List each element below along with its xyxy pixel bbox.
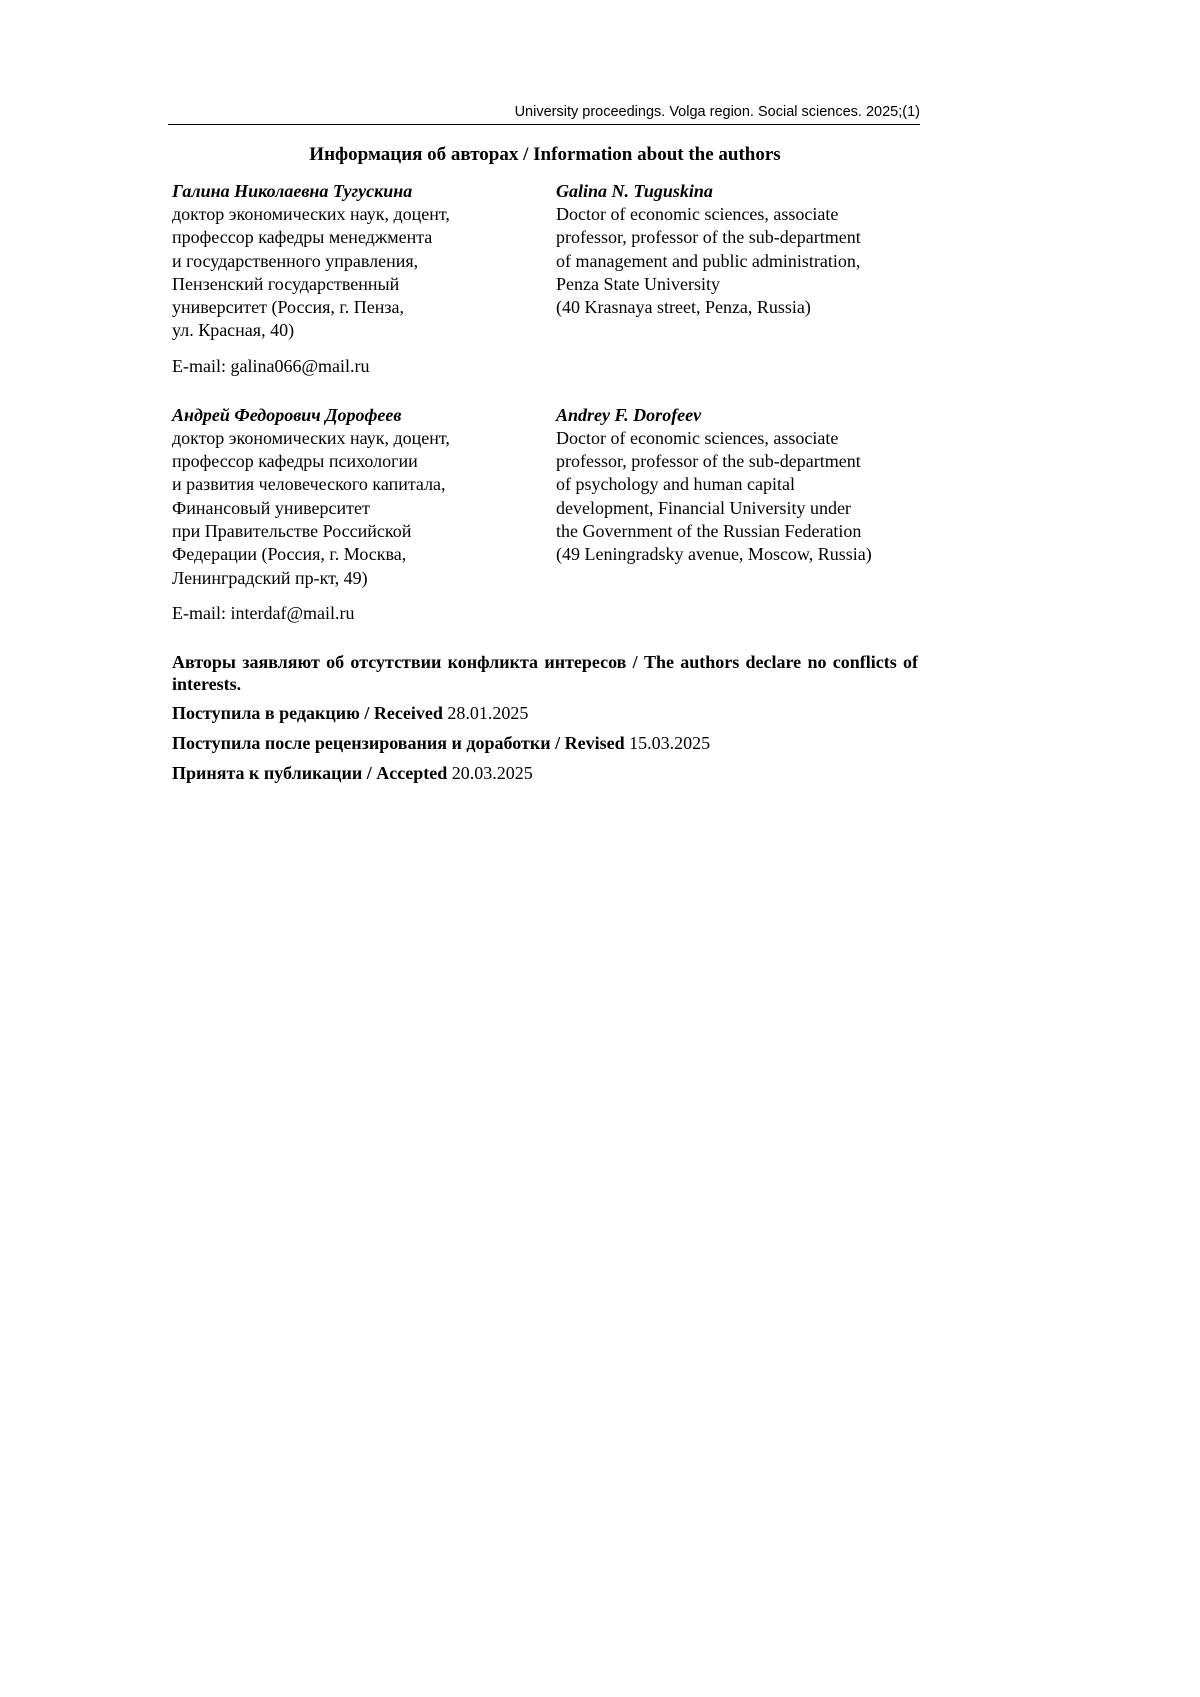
received-date: 28.01.2025 — [447, 702, 529, 723]
author-name-ru: Галина Николаевна Тугускина — [172, 181, 413, 201]
received-date-line — [172, 702, 918, 725]
author-name-en: Andrey F. Dorofeev — [556, 404, 702, 425]
page-content — [172, 144, 918, 785]
revised-date: 15.03.2025 — [629, 732, 711, 753]
author-email: E-mail: interdaf@mail.ru — [172, 602, 355, 623]
author-name-ru: Андрей Федорович Дорофеев — [172, 404, 402, 425]
author-column-english — [556, 404, 918, 625]
accepted-date: 20.03.2025 — [451, 762, 533, 783]
running-head: University proceedings. Volga region. Social sciences. 2025;(1) — [168, 104, 920, 125]
author-description-en: Doctor of economic sciences, associate professor, professor of the sub-department of psychology and human capital development, Financial University under the Government of the Russian Federation (49 Leningradsky avenue, Moscow, Russia) — [556, 427, 872, 565]
author-description-en: Doctor of economic sciences, associate professor, professor of the sub-department of management and public administration, Penza State University (40 Krasnaya street, Penza, Russia) — [556, 204, 861, 318]
section-title: Информация об авторах / Information about the authors — [309, 144, 781, 165]
accepted-label: Принята к публикации / Accepted — [172, 762, 448, 783]
revised-date-line — [172, 732, 918, 755]
revised-label: Поступила после рецензирования и доработки / Revised — [172, 732, 625, 753]
author-column-russian — [172, 404, 556, 625]
author-description-ru: доктор экономических наук, доцент, профессор кафедры психологии и развития человеческого капитала, Финансовый университет при Правительстве Российской Федерации (Россия, г. Москва, Ленинградский пр-кт, 49) — [172, 427, 450, 588]
received-label: Поступила в редакцию / Received — [172, 702, 443, 723]
author-entry — [172, 404, 918, 625]
author-name-en: Galina N. Tuguskina — [556, 181, 713, 201]
author-entry — [172, 180, 918, 378]
conflict-of-interest-statement: Авторы заявляют об отсутствии конфликта интересов / The authors declare no conflicts of interests. — [172, 651, 918, 694]
author-column-english — [556, 180, 918, 378]
accepted-date-line — [172, 762, 918, 785]
author-email: E-mail: galina066@mail.ru — [172, 355, 370, 376]
author-description-ru: доктор экономических наук, доцент, профессор кафедры менеджмента и государственного управления, Пензенский государственный университет (Россия, г. Пенза, ул. Красная, 40) — [172, 204, 450, 341]
author-column-russian — [172, 180, 556, 378]
